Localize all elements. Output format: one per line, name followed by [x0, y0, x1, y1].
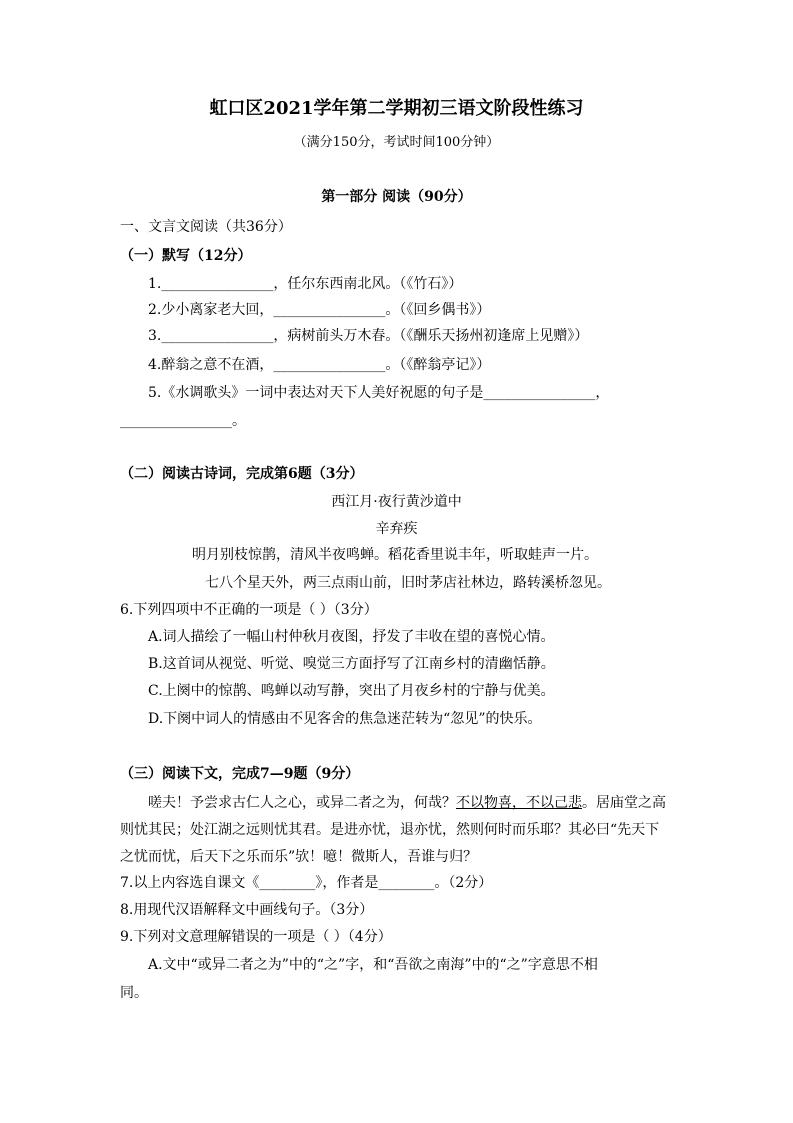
- question-4: 4.醉翁之意不在酒，________________。（《醉翁亭记》）: [148, 357, 491, 373]
- question-9-option-a-line-2: 同。: [120, 985, 148, 1001]
- question-3: 3.________________，病树前头万木春。（《酬乐天扬州初逢席上见赠》）: [148, 328, 589, 344]
- question-6-option-d: D.下阕中词人的情感由不见客舍的焦急迷茫转为“忽见”的快乐。: [148, 711, 542, 727]
- poem-author: 辛弃疾: [375, 521, 418, 537]
- passage-text: 。居庙堂之高: [582, 795, 666, 811]
- section-heading: 一、文言文阅读（共36分）: [120, 219, 292, 235]
- passage-text: 嗟夫！予尝求古仁人之心，或异二者之为，何哉？: [148, 795, 456, 811]
- poem-line-1: 明月别枝惊鹊，清风半夜鸣蝉。稻花香里说丰年，听取蛙声一片。: [192, 547, 598, 563]
- exam-subtitle: （满分150分，考试时间100分钟）: [293, 135, 500, 150]
- question-6: 6.下列四项中不正确的一项是（ ）（3分）: [120, 602, 378, 618]
- question-9-option-a-line-1: A.文中“或异二者之为”中的“之”字，和“吾欲之南海”中的“之”字意思不相: [148, 957, 598, 973]
- question-6-option-a: A.词人描绘了一幅山村仲秋月夜图，抒发了丰收在望的喜悦心情。: [148, 629, 555, 645]
- part-heading: 第一部分 阅读（90分）: [321, 189, 472, 205]
- subsection-heading-2: （二）阅读古诗词，完成第6题（3分）: [120, 466, 364, 482]
- underlined-sentence: 不以物喜，不以己悲: [456, 795, 582, 811]
- passage-line-1: [148, 793, 666, 813]
- passage-line-3: 之忧而忧，后天下之乐而乐”欤！噫！微斯人，吾谁与归？: [120, 849, 478, 865]
- question-9: 9.下列对文意理解错误的一项是（ ）（4分）: [120, 929, 392, 945]
- question-8: 8.用现代汉语解释文中画线句子。（3分）: [120, 902, 374, 918]
- poem-title: 西江月·夜行黄沙道中: [331, 494, 462, 510]
- poem-line-2: 七八个星天外，两三点雨山前，旧时茅店社林边，路转溪桥忽见。: [205, 575, 611, 591]
- passage-line-2: 则忧其民；处江湖之远则忧其君。是进亦忧，退亦忧，然则何时而乐耶？其必曰“先天下: [120, 822, 660, 838]
- question-6-option-b: B.这首词从视觉、听觉、嗅觉三方面抒写了江南乡村的清幽恬静。: [148, 656, 555, 672]
- question-2: 2.少小离家老大回，________________。（《回乡偶书》）: [148, 302, 491, 318]
- question-6-option-c: C.上阕中的惊鹊、鸣蝉以动写静，突出了月夜乡村的宁静与优美。: [148, 683, 555, 699]
- subsection-heading-1: （一）默写（12分）: [120, 248, 252, 264]
- question-7: 7.以上内容选自课文《________》，作者是________。（2分）: [120, 875, 493, 891]
- question-1: 1.________________，任尔东西南北风。（《竹石》）: [148, 276, 463, 292]
- question-5-line-1: 5.《水调歌头》一词中表达对天下人美好祝愿的句子是________________，: [148, 385, 610, 401]
- question-5-line-2: ________________。: [120, 413, 246, 429]
- subsection-heading-3: （三）阅读下文，完成7—9题（9分）: [120, 766, 360, 782]
- exam-title: 虹口区2021学年第二学期初三语文阶段性练习: [209, 98, 584, 119]
